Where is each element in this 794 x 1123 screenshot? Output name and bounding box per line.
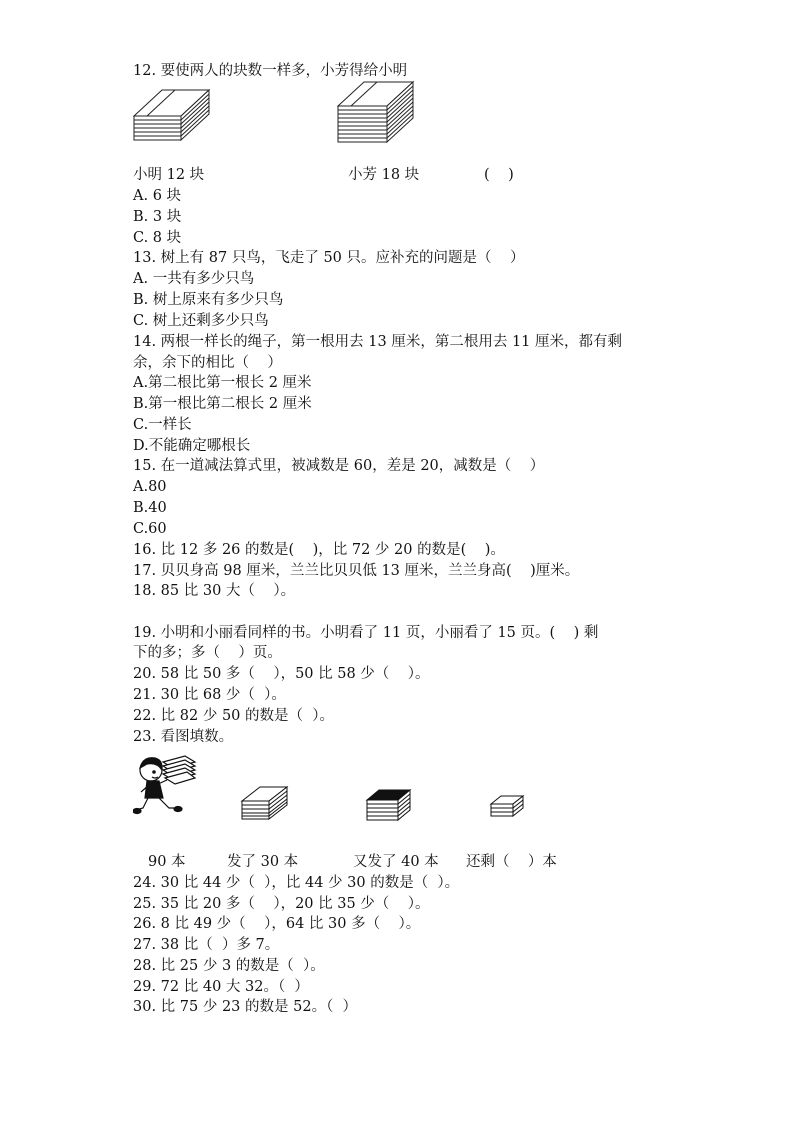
q27: 27. 38 比（ ）多 7。 (133, 937, 280, 953)
q24: 24. 30 比 44 少（ ），比 44 少 30 的数是（ ）。 (133, 875, 460, 891)
q23-caption-first: 发了 30 本 (227, 854, 299, 870)
q16: 16. 比 12 多 26 的数是( )，比 72 少 20 的数是( )。 (133, 542, 505, 558)
q18: 18. 85 比 30 大（ ）。 (133, 583, 296, 599)
q20: 20. 58 比 50 多（ ），50 比 58 少（ ）。 (133, 666, 430, 682)
q13-option-b: B. 树上原来有多少只鸟 (133, 292, 284, 308)
q15-stem: 15. 在一道减法算式里，被减数是 60，差是 20，减数是（ ） (133, 458, 545, 474)
q12-blank: ( ) (484, 167, 514, 183)
q12-option-b: B. 3 块 (133, 209, 182, 225)
q14-option-c: C.一样长 (133, 417, 192, 433)
q14-stem-line2: 余，余下的相比（ ） (133, 355, 282, 371)
q21: 21. 30 比 68 少（ ）。 (133, 687, 286, 703)
q29: 29. 72 比 40 大 32。（ ） (133, 979, 309, 995)
q22: 22. 比 82 少 50 的数是（ ）。 (133, 708, 334, 724)
q23-caption-total: 90 本 (148, 854, 186, 870)
boy-carrying-books-image (133, 752, 199, 822)
q14-option-d: D.不能确定哪根长 (133, 438, 251, 454)
xiaoming-blocks-image (133, 88, 213, 144)
q12-stem: 12. 要使两人的块数一样多，小芳得给小明 (133, 63, 408, 79)
q13-stem: 13. 树上有 87 只鸟，飞走了 50 只。应补充的问题是（ ） (133, 250, 525, 266)
q12-option-c: C. 8 块 (133, 230, 182, 246)
q14-stem-line1: 14. 两根一样长的绳子，第一根用去 13 厘米，第二根用去 11 厘米，都有剩 (133, 334, 623, 350)
q19-line2: 下的多；多（ ）页。 (133, 645, 282, 661)
q19-line1: 19. 小明和小丽看同样的书。小明看了 11 页，小丽看了 15 页。( ) 剩 (133, 625, 599, 641)
xiaofang-blocks-image (337, 80, 417, 146)
q15-option-a: A.80 (133, 479, 167, 495)
q23-stem: 23. 看图填数。 (133, 729, 234, 745)
q28: 28. 比 25 少 3 的数是（ ）。 (133, 958, 325, 974)
q14-option-b: B.第一根比第二根长 2 厘米 (133, 396, 312, 412)
q15-option-b: B.40 (133, 500, 167, 516)
book-stack-30-image (240, 785, 290, 823)
book-stack-40-image (365, 788, 413, 824)
xiaofang-caption: 小芳 18 块 (348, 167, 420, 183)
q13-option-a: A. 一共有多少只鸟 (133, 271, 255, 287)
q26: 26. 8 比 49 少（ ），64 比 30 多（ ）。 (133, 916, 421, 932)
xiaoming-caption: 小明 12 块 (133, 167, 205, 183)
q13-option-c: C. 树上还剩多少只鸟 (133, 313, 269, 329)
book-stack-remaining-image (489, 794, 527, 822)
q12-option-a: A. 6 块 (133, 188, 182, 204)
q23-caption-remaining: 还剩（ ）本 (466, 854, 557, 870)
q14-option-a: A.第二根比第一根长 2 厘米 (133, 375, 312, 391)
q30: 30. 比 75 少 23 的数是 52。（ ） (133, 999, 358, 1015)
q25: 25. 35 比 20 多（ ），20 比 35 少（ ）。 (133, 896, 430, 912)
q23-caption-second: 又发了 40 本 (353, 854, 439, 870)
q17: 17. 贝贝身高 98 厘米，兰兰比贝贝低 13 厘米，兰兰身高( )厘米。 (133, 563, 580, 579)
q15-option-c: C.60 (133, 521, 167, 537)
